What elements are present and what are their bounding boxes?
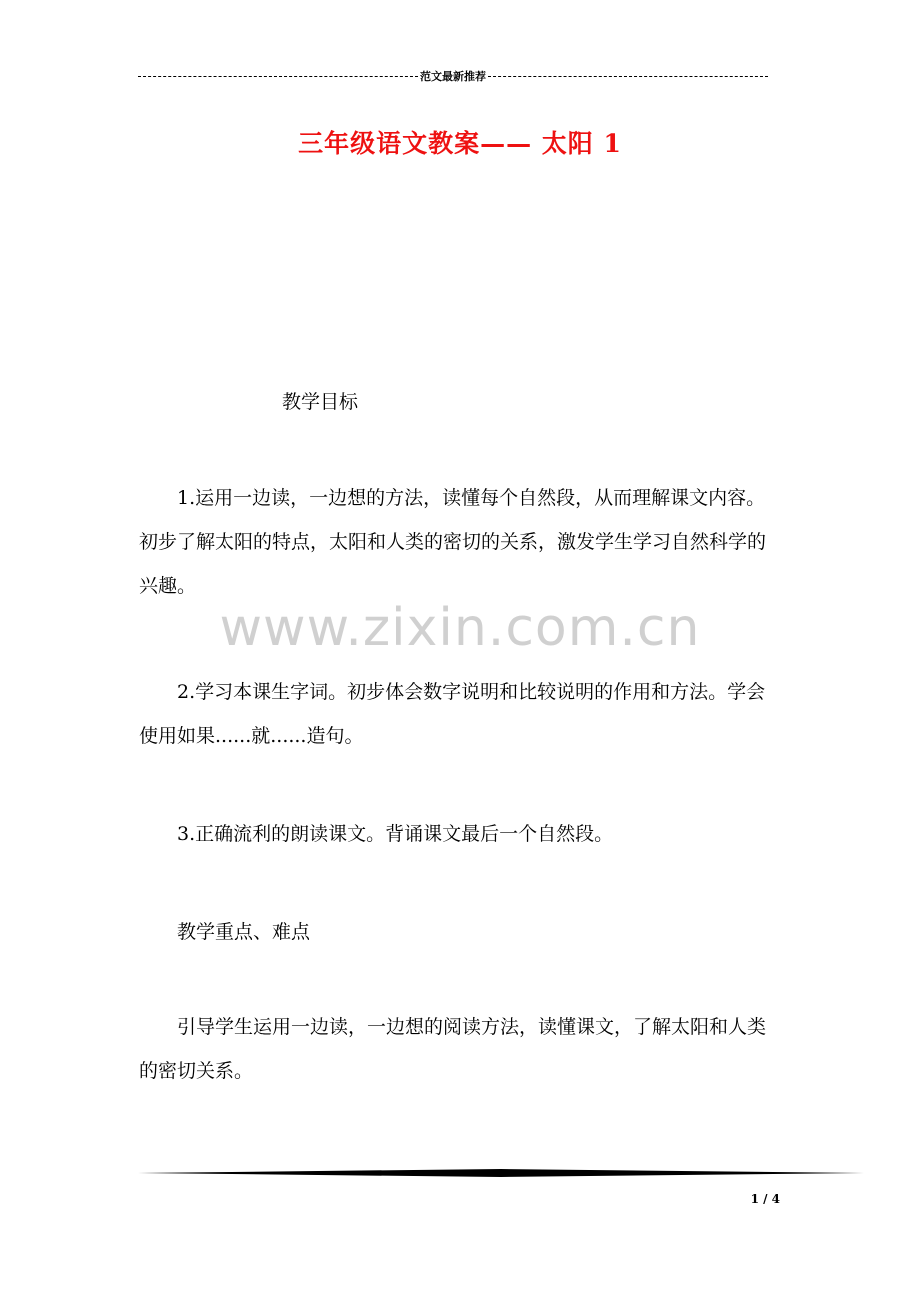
document-title: 三年级语文教案—— 太阳 1: [298, 129, 622, 158]
goal-paragraph-2: 2.学习本课生字词。初步体会数字说明和比较说明的作用和方法。学会使用如果......就......造句。: [139, 681, 766, 747]
goal-paragraph-1: 1.运用一边读，一边想的方法，读懂每个自然段，从而理解课文内容。初步了解太阳的特点，太阳和人类的密切的关系，激发学生学习自然科学的兴趣。: [139, 487, 767, 597]
watermark: www.zixin.com.cn: [219, 598, 701, 658]
header-dash-right: [488, 76, 768, 77]
key-points-heading: 教学重点、难点: [177, 921, 311, 943]
header-label: 范文最新推荐: [420, 70, 486, 83]
key-points-paragraph: 引导学生运用一边读，一边想的阅读方法，读懂课文，了解太阳和人类的密切关系。: [139, 1016, 767, 1082]
page-number: 1 / 4: [750, 1192, 780, 1206]
header-dash-left: [138, 76, 418, 77]
goal-paragraph-3: 3.正确流利的朗读课文。背诵课文最后一个自然段。: [177, 823, 614, 845]
footer-rule: [138, 1166, 864, 1180]
goals-heading: 教学目标: [282, 391, 359, 413]
page-header: [138, 66, 768, 86]
